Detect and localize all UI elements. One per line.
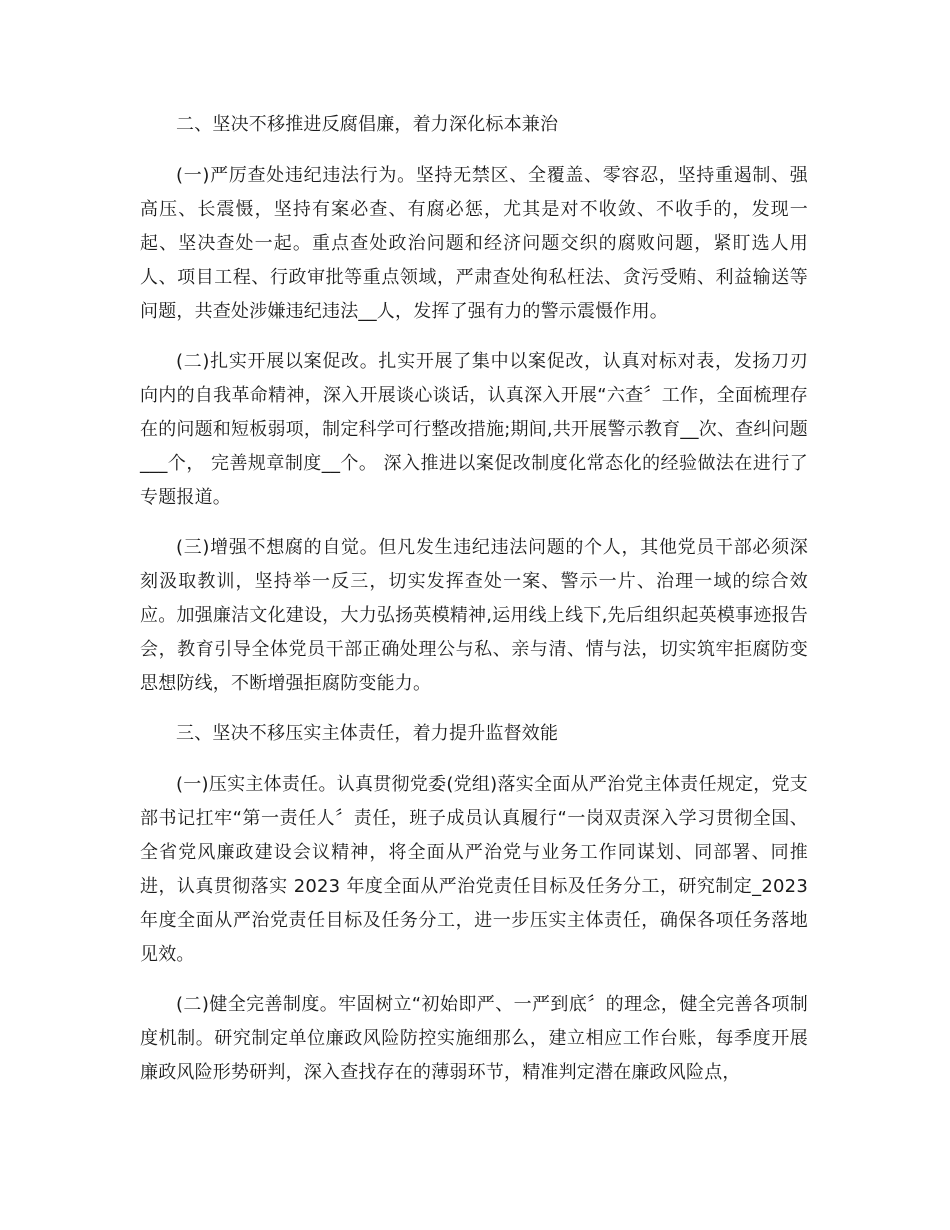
paragraph-3-2: (二)健全完善制度。牢固树立“初始即严、一严到底〞的理念，健全完善各项制度机制。研究制定单位廉政风险防控实施细那么，建立相应工作台账，每季度开展廉政风险形势研判，深入查找存在的薄弱环节，精准判定潜在廉政风险点， (140, 994, 808, 1083)
paragraph-2-3: (三)增强不想腐的自觉。但凡发生违纪违法问题的个人，其他党员干部必须深刻汲取教训，坚持举一反三，切实发挥查处一案、警示一片、治理一域的综合效应。加强廉洁文化建设，大力弘扬英模精神,运用线上线下,先后组织起英模事迹报告会，教育引导全体党员干部正确处理公与私、亲与清、情与法，切实筑牢拒腐防变思想防线，不断增强拒腐防变能力。 (140, 537, 808, 694)
section-heading-3: 三、坚决不移压实主体责任，着力提升监督效能 (176, 723, 559, 744)
document-page (140, 108, 808, 1090)
paragraph-2-2: (二)扎实开展以案促改。扎实开展了集中以案促改，认真对标对表，发扬刀刃向内的自我革命精神，深入开展谈心谈话，认真深入开展“六查〞工作，全面梳理存在的问题和短板弱项，制定科学可行整改措施;期间,共开展警示教育__次、查纠问题___个， 完善规章制度__个。 深入推进以案促改制度化常态化的经验做法在进行了专题报道。 (140, 351, 808, 508)
paragraph-3-1: (一)压实主体责任。认真贯彻党委(党组)落实全面从严治党主体责任规定，党支部书记扛牢“第一责任人〞责任，班子成员认真履行“一岗双责深入学习贯彻全国、全省党风廉政建设会议精神，将全面从严治党与业务工作同谋划、同部署、同推进，认真贯彻落实 2023 年度全面从严治党责任目标及任务分工，研究制定_2023 年度全面从严治党责任目标及任务分工，进一步压实主体责任，确保各项任务落地见效。 (140, 774, 808, 965)
paragraph-2-1: (一)严厉查处违纪违法行为。坚持无禁区、全覆盖、零容忍，坚持重遏制、强高压、长震慑，坚持有案必查、有腐必惩，尤其是对不收敛、不收手的，发现一起、坚决查处一起。重点查处政治问题和经济问题交织的腐败问题，紧盯选人用人、项目工程、行政审批等重点领域，严肃查处徇私枉法、贪污受贿、利益输送等问题，共查处涉嫌违纪违法__人，发挥了强有力的警示震慑作用。 (140, 165, 808, 322)
section-heading-2: 二、坚决不移推进反腐倡廉，着力深化标本兼治 (176, 114, 559, 135)
